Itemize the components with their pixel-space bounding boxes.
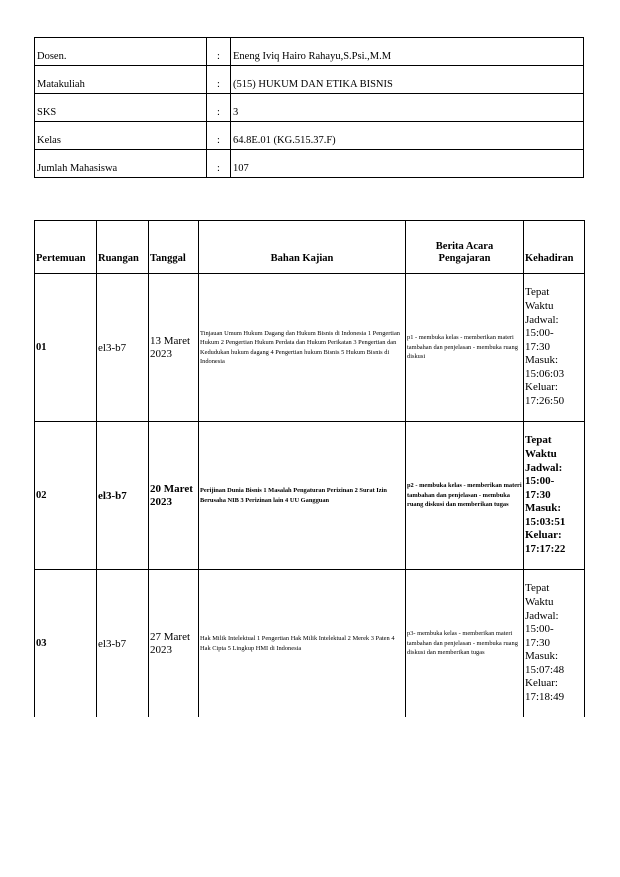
kehadiran-line: Keluar: — [525, 677, 558, 690]
kehadiran-line: 17:18:49 — [525, 691, 565, 704]
info-row-matakuliah — [35, 66, 584, 94]
cell-ruangan: el3-b7 — [97, 570, 149, 718]
info-separator: : — [207, 122, 231, 150]
kehadiran-line: Tepat — [525, 582, 550, 595]
table-row — [35, 422, 585, 570]
kehadiran-line: Jadwal: — [525, 609, 559, 622]
cell-berita-acara: p2 - membuka kelas - memberikan materi tambahan dan penjelasan - membuka ruang diskusi dan memberikan tugas — [406, 422, 524, 570]
kehadiran-line: 15:00- — [525, 327, 554, 340]
kehadiran-line: Jadwal: — [525, 461, 563, 474]
info-label: Jumlah Mahasiswa — [35, 150, 207, 178]
kehadiran-line: Keluar: — [525, 381, 558, 394]
header-berita-line-2: Pengajaran — [438, 253, 491, 264]
kehadiran-line: Waktu — [525, 595, 554, 608]
cell-kehadiran — [524, 422, 585, 570]
header-bahan-kajian: Bahan Kajian — [199, 221, 406, 274]
kehadiran-line: 17:30 — [525, 340, 551, 353]
info-value: 3 — [231, 94, 584, 122]
kehadiran-line: Tepat — [525, 434, 552, 447]
kehadiran-line: 17:30 — [525, 636, 551, 649]
info-value: 107 — [231, 150, 584, 178]
cell-pertemuan: 01 — [35, 274, 97, 422]
kehadiran-line: Keluar: — [525, 529, 562, 542]
info-label: Kelas — [35, 122, 207, 150]
cell-tanggal — [149, 570, 199, 718]
kehadiran-line: Waktu — [525, 299, 554, 312]
cell-tanggal — [149, 274, 199, 422]
table-row — [35, 274, 585, 422]
cell-ruangan: el3-b7 — [97, 274, 149, 422]
header-tanggal: Tanggal — [149, 221, 199, 274]
header-kehadiran: Kehadiran — [524, 221, 585, 274]
header-berita-acara — [406, 221, 524, 274]
cell-pertemuan: 03 — [35, 570, 97, 718]
tanggal-line: 2023 — [150, 347, 172, 360]
tanggal-line: 13 Maret — [150, 334, 191, 347]
tanggal-line: 2023 — [150, 495, 172, 508]
kehadiran-line: Waktu — [525, 447, 557, 460]
course-info-table — [34, 37, 584, 178]
cell-ruangan: el3-b7 — [97, 422, 149, 570]
info-row-kelas — [35, 122, 584, 150]
info-value: Eneng Iviq Hairo Rahayu,S.Psi.,M.M — [231, 38, 584, 66]
kehadiran-line: 15:00- — [525, 475, 555, 488]
info-separator: : — [207, 94, 231, 122]
cell-berita-acara: p1 - membuka kelas - memberikan materi tambahan dan penjelasan - membuka ruang diskusi — [406, 274, 524, 422]
cell-bahan-kajian: Hak Milik Intelektual 1 Pengertian Hak Milik Intelektual 2 Merek 3 Paten 4 Hak Cipta 5 Lingkup HMI di Indonesia — [199, 570, 406, 718]
cell-bahan-kajian: Perijinan Dunia Bisnis 1 Masalah Pengaturan Perizinan 2 Surat Izin Berusaha NIB 3 Perizinan lain 4 UU Gangguan — [199, 422, 406, 570]
tanggal-line: 2023 — [150, 643, 172, 656]
header-ruangan: Ruangan — [97, 221, 149, 274]
info-separator: : — [207, 38, 231, 66]
info-row-jumlah-mahasiswa — [35, 150, 584, 178]
kehadiran-line: 15:06:03 — [525, 367, 565, 380]
header-pertemuan: Pertemuan — [35, 221, 97, 274]
kehadiran-line: 17:26:50 — [525, 395, 565, 408]
kehadiran-line: Tepat — [525, 286, 550, 299]
info-row-sks — [35, 94, 584, 122]
kehadiran-line: 17:17:22 — [525, 543, 566, 556]
info-value: 64.8E.01 (KG.515.37.F) — [231, 122, 584, 150]
cell-bahan-kajian: Tinjauan Umum Hukum Dagang dan Hukum Bisnis di Indonesia 1 Pengertian Hukum 2 Pengertian Hukum Perdata dan Hukum Perikatan 3 Pengertian dan Kedudukan hukum dagang 4 Pengertian hukum Bisnis 5 Hukum Bisnis di Indonesia — [199, 274, 406, 422]
kehadiran-line: 15:03:51 — [525, 515, 566, 528]
info-label: Dosen. — [35, 38, 207, 66]
info-row-dosen — [35, 38, 584, 66]
info-value: (515) HUKUM DAN ETIKA BISNIS — [231, 66, 584, 94]
tanggal-line: 27 Maret — [150, 630, 191, 643]
kehadiran-line: Masuk: — [525, 502, 562, 515]
info-separator: : — [207, 150, 231, 178]
table-header-row — [35, 221, 585, 274]
table-row — [35, 570, 585, 718]
kehadiran-line: 15:00- — [525, 623, 554, 636]
header-berita-line-1: Berita Acara — [435, 241, 494, 252]
tanggal-line: 20 Maret — [150, 482, 193, 495]
kehadiran-line: Masuk: — [525, 650, 558, 663]
kehadiran-line: 17:30 — [525, 488, 551, 501]
kehadiran-line: 15:07:48 — [525, 663, 565, 676]
info-label: Matakuliah — [35, 66, 207, 94]
cell-pertemuan: 02 — [35, 422, 97, 570]
cell-kehadiran — [524, 570, 585, 718]
cell-tanggal — [149, 422, 199, 570]
info-label: SKS — [35, 94, 207, 122]
attendance-table — [34, 220, 585, 717]
kehadiran-line: Masuk: — [525, 354, 558, 367]
cell-berita-acara: p3- membuka kelas - memberikan materi tambahan dan penjelasan - membuka ruang diskusi dan memberikan tugas — [406, 570, 524, 718]
info-separator: : — [207, 66, 231, 94]
kehadiran-line: Jadwal: — [525, 313, 559, 326]
cell-kehadiran — [524, 274, 585, 422]
